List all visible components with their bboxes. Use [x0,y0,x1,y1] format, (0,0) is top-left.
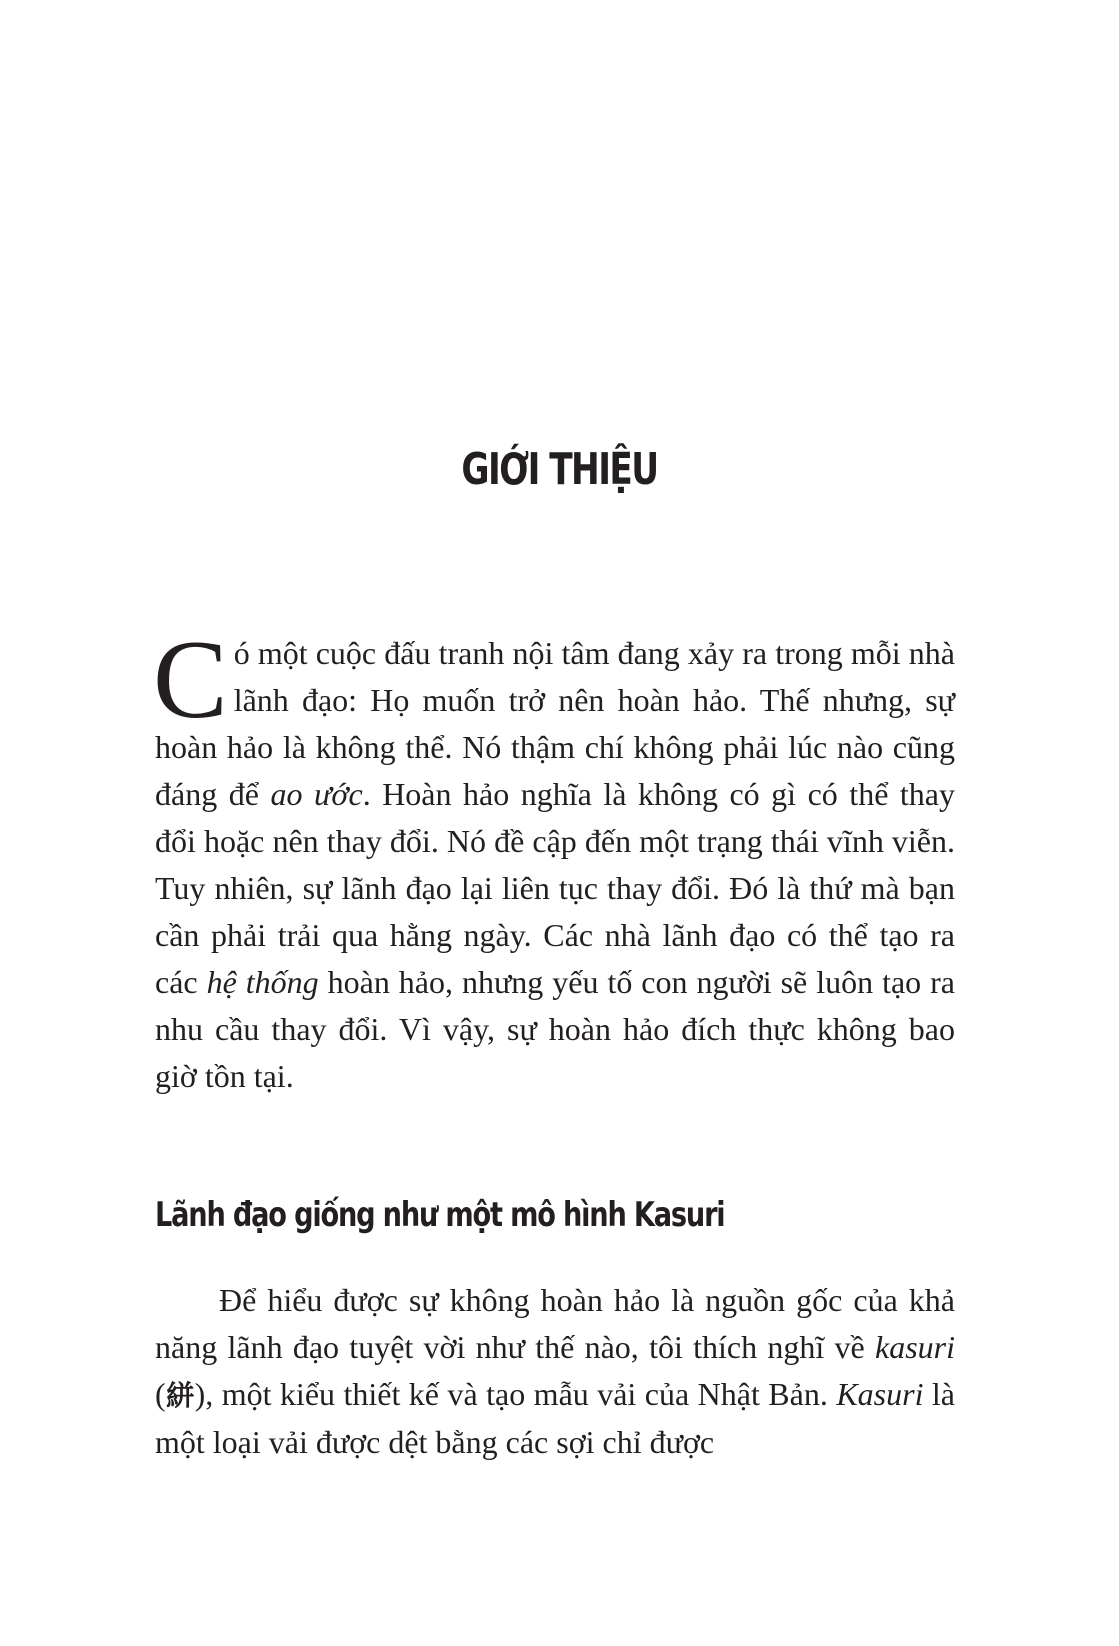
section-text-1: Để hiểu được sự không hoàn hảo là nguồn gốc của khả năng lãnh đạo tuyệt vời như thế nào, tôi thích nghĩ về [155,1282,955,1365]
section-text-2: ), một kiểu thiết kế và tạo mẫu vải của Nhật Bản. [194,1376,837,1412]
section-emphasis-1: kasuri [875,1329,955,1365]
section-emphasis-2: Kasuri [836,1376,924,1412]
section-text-3: là một loại vải được dệt bằng các sợi chỉ được [155,1376,956,1460]
section-heading: Lãnh đạo giống như một mô hình Kasuri [155,1195,725,1235]
drop-cap: C [153,618,228,742]
intro-emphasis-2: hệ thống [206,964,319,1000]
section-paragraph [155,1277,955,1466]
kasuri-kanji: 絣 [165,1379,195,1412]
section-paren: ( [155,1376,166,1412]
chapter-title: GIỚI THIỆU [461,444,658,495]
intro-text-3: hoàn hảo, nhưng yếu tố con người sẽ luôn tạo ra nhu cầu thay đổi. Vì vậy, sự hoàn hảo đích thực không bao giờ tồn tại. [155,964,955,1094]
intro-text-2: . Hoàn hảo nghĩa là không có gì có thể thay đổi hoặc nên thay đổi. Nó đề cập đến một trạng thái vĩnh viễn. Tuy nhiên, sự lãnh đạo lại liên tục thay đổi. Đó là thứ mà bạn cần phải trải qua hằng ngày. Các nhà lãnh đạo có thể tạo ra các [155,776,956,1000]
intro-text-1: ó một cuộc đấu tranh nội tâm đang xảy ra trong mỗi nhà lãnh đạo: Họ muốn trở nên hoàn hảo. Thế nhưng, sự hoàn hảo là không thể. Nó thậm chí không phải lúc nào cũng đáng để [155,635,955,812]
intro-paragraph [153,618,956,1100]
intro-emphasis-1: ao ước [270,776,363,812]
